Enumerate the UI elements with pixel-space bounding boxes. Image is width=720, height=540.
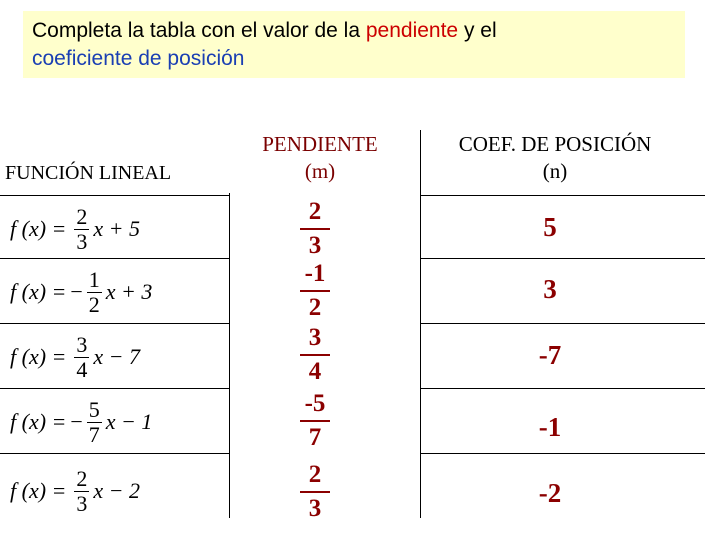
row-divider [420,453,705,454]
slope-value [280,259,350,323]
slope-value [280,323,350,387]
table-row-function [10,200,225,258]
fraction-denominator: 4 [76,356,88,382]
header-coef-symbol: (n) [542,159,568,183]
fraction-bar [300,228,330,230]
function-sign: − [70,279,83,304]
coef-value: 3 [543,274,557,304]
function-fraction [74,467,89,516]
slope-value [280,389,350,453]
slope-numerator: -5 [304,390,326,417]
function-rhs: x − 2 [93,478,140,503]
slope-denominator: 4 [308,358,322,385]
fraction-numerator: 3 [76,331,88,357]
fraction-bar [300,491,330,493]
function-lhs: f (x) = [10,279,67,304]
fraction-denominator: 3 [76,228,88,254]
fraction-numerator: 5 [88,396,100,422]
row-divider [420,323,705,324]
row-divider [420,258,705,259]
fraction-denominator: 3 [76,490,88,516]
function-rhs: x + 5 [93,216,140,241]
row-divider [420,388,705,389]
function-lhs: f (x) = [10,478,67,503]
coef-value: -7 [538,340,562,370]
fraction-denominator: 2 [88,291,100,317]
table-row-function [10,393,225,451]
coef-value: -2 [538,478,562,508]
slope-numerator: -1 [304,260,326,287]
instruction-text-end: y el [458,19,497,42]
table-row-function [10,328,225,386]
slope-denominator: 7 [308,424,322,451]
coef-value: 5 [543,212,557,242]
row-divider [0,258,229,259]
slope-value [280,197,350,261]
row-divider [0,323,229,324]
function-rhs: x − 1 [105,409,153,434]
instruction-banner [23,11,685,78]
instruction-text: Completa la tabla con el valor de la [32,19,366,42]
instruction-line2: coeficiente de posición [32,47,245,70]
coef-value: -1 [538,412,562,442]
header-slope-symbol: (m) [304,159,336,183]
fraction-numerator: 2 [76,465,88,491]
instruction-highlight: pendiente [365,19,459,42]
divider-right [420,130,421,518]
divider-left [229,193,230,518]
slope-denominator: 3 [308,495,322,522]
function-lhs: f (x) = [10,216,67,241]
row-divider [0,453,229,454]
slope-numerator: 2 [308,198,322,225]
fraction-numerator: 1 [88,266,100,292]
function-fraction [74,205,89,254]
header-function [5,160,225,187]
header-rule [0,195,229,196]
header-coef-label: COEF. DE POSICIÓN [458,132,652,156]
function-rhs: x + 3 [105,279,153,304]
function-fraction [87,398,102,447]
function-fraction [74,333,89,382]
function-lhs: f (x) = [10,344,67,369]
header-coef [420,131,690,185]
slope-denominator: 3 [308,232,322,259]
fraction-bar [300,420,330,422]
table-row-function [10,462,225,520]
fraction-bar [300,354,330,356]
function-rhs: x − 7 [93,344,140,369]
fraction-denominator: 7 [88,421,100,447]
header-slope-label: PENDIENTE [262,132,378,156]
header-function-label: FUNCIÓN LINEAL [5,162,172,184]
fraction-bar [300,290,330,292]
table-row-function [10,263,225,321]
slope-numerator: 2 [308,461,322,488]
fraction-numerator: 2 [76,203,88,229]
function-sign: − [70,409,83,434]
slope-numerator: 3 [308,324,322,351]
function-fraction [87,268,102,317]
slope-denominator: 2 [308,294,322,321]
function-lhs: f (x) = [10,409,67,434]
header-slope [230,131,410,185]
slope-value [280,460,350,524]
row-divider [0,388,229,389]
header-rule-right [420,195,705,196]
